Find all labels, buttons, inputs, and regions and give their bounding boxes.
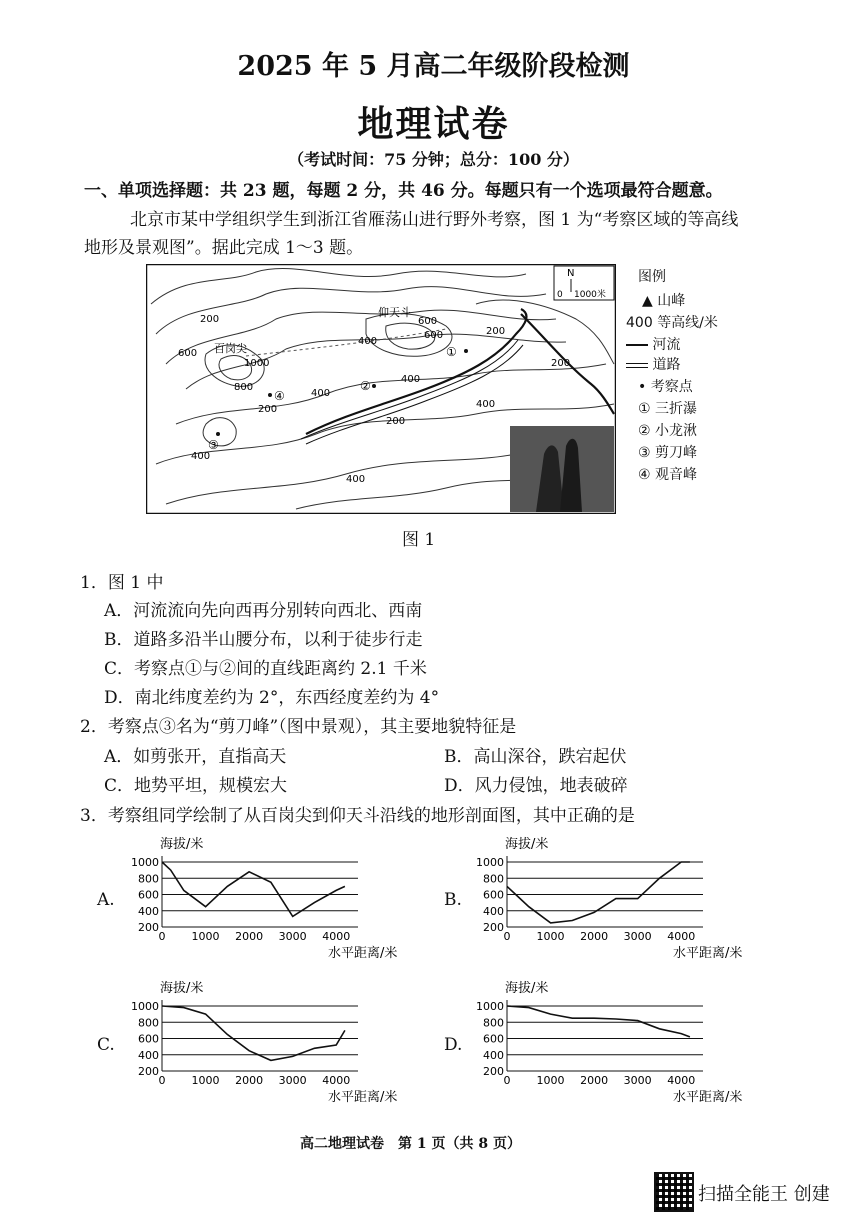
q2-stem: 2．考察点③名为“剪刀峰”（图中景观），其主要地貌特征是 — [80, 717, 517, 737]
q3-stem: 3．考察组同学绘制了从百岗尖到仰天斗沿线的地形剖面图，其中正确的是 — [80, 806, 635, 826]
x-tick-label: 3000 — [623, 1074, 652, 1087]
figure-caption: 图 1 — [402, 530, 436, 550]
marker-3: ③ — [208, 438, 219, 452]
x-axis-label: 水平距离/米 — [328, 946, 398, 961]
legend-point-label: 考察点 — [650, 379, 693, 395]
x-axis-label: 水平距离/米 — [673, 1090, 743, 1105]
profile-line — [507, 862, 690, 923]
y-axis-label: 海拔/米 — [505, 837, 549, 852]
y-tick-label: 800 — [138, 1016, 159, 1030]
legend-river — [626, 334, 680, 354]
contour-label: 200 — [200, 314, 220, 325]
legend-contour-label: 等高线/米 — [657, 315, 718, 331]
y-tick-label: 800 — [483, 1016, 504, 1030]
section-heading: 一、单项选择题：共 23 题，每题 2 分，共 46 分。每题只有一个选项最符合题意。 — [84, 181, 723, 201]
legend-p4: ④ 观音峰 — [638, 467, 698, 483]
y-tick-label: 400 — [483, 904, 504, 918]
y-tick-label: 1000 — [131, 1000, 159, 1013]
contour-map — [146, 264, 616, 514]
contour-label: 200 — [551, 358, 571, 369]
q1-option-d: D．南北纬度差约为 2°，东西经度差约为 4° — [104, 688, 440, 708]
marker-2: ② — [360, 379, 371, 393]
qr-code-icon — [654, 1172, 694, 1212]
x-axis-label: 水平距离/米 — [328, 1090, 398, 1105]
contour-label: 200 — [386, 416, 406, 427]
profile-chart-b — [465, 832, 765, 967]
profile-line — [507, 1006, 690, 1037]
exam-info: （考试时间：75 分钟；总分：100 分） — [288, 150, 579, 169]
y-tick-label: 400 — [138, 1048, 159, 1062]
legend-p2: ② 小龙湫 — [638, 423, 698, 439]
scale-zero: 0 — [557, 290, 563, 300]
contour-label: 400 — [401, 374, 421, 385]
y-tick-label: 800 — [138, 872, 159, 886]
q2-option-b: B．高山深谷，跌宕起伏 — [444, 747, 627, 767]
contour-label: 600 — [178, 348, 198, 359]
profile-line — [162, 862, 345, 916]
marker-4: ④ — [274, 389, 285, 403]
contour-label: 600 — [424, 330, 444, 341]
x-tick-label: 1000 — [536, 930, 565, 943]
x-tick-label: 3000 — [278, 930, 307, 943]
x-axis-label: 水平距离/米 — [673, 946, 743, 961]
x-tick-label: 0 — [158, 1074, 166, 1087]
q1-stem: 1．图 1 中 — [80, 573, 164, 593]
y-tick-label: 600 — [138, 888, 159, 902]
y-axis-label: 海拔/米 — [505, 981, 549, 996]
contour-label: 400 — [476, 399, 496, 410]
contour-label: 800 — [234, 382, 254, 393]
profile-chart-a — [120, 832, 420, 967]
exam-title: 2025 年 5 月高二年级阶段检测 — [237, 51, 630, 82]
x-tick-label: 4000 — [667, 1074, 696, 1087]
intro-line-1: 北京市某中学组织学生到浙江省雁荡山进行野外考察，图 1 为“考察区域的等高线 — [130, 210, 739, 230]
q3-option-c: C. — [97, 1035, 115, 1055]
x-tick-label: 2000 — [235, 930, 264, 943]
q1-option-a: A．河流流向先向西再分别转向西北、西南 — [104, 601, 423, 621]
page-info: 高二地理试卷 第 1 页（共 8 页） — [300, 1136, 521, 1152]
legend-peak-label: 山峰 — [657, 293, 686, 309]
x-tick-label: 4000 — [667, 930, 696, 943]
y-tick-label: 600 — [483, 1032, 504, 1046]
contour-label: 400 — [346, 474, 366, 485]
legend-title: 图例 — [638, 269, 666, 285]
legend-contour-prefix: 400 — [626, 315, 653, 331]
legend-p3: ③ 剪刀峰 — [638, 445, 698, 461]
x-tick-label: 1000 — [536, 1074, 565, 1087]
x-tick-label: 4000 — [322, 930, 351, 943]
legend-p1: ① 三折瀑 — [638, 401, 698, 417]
x-tick-label: 3000 — [278, 1074, 307, 1087]
q1-option-b: B．道路多沿半山腰分布，以利于徒步行走 — [104, 630, 423, 650]
y-tick-label: 1000 — [476, 856, 504, 869]
y-tick-label: 200 — [138, 1065, 159, 1078]
x-tick-label: 3000 — [623, 930, 652, 943]
q2-option-a: A．如剪张开，直指高天 — [104, 747, 287, 767]
profile-line — [162, 1006, 345, 1060]
x-tick-label: 1000 — [191, 930, 220, 943]
y-tick-label: 1000 — [476, 1000, 504, 1013]
x-tick-label: 0 — [503, 1074, 511, 1087]
q3-option-b: B. — [444, 890, 462, 910]
y-tick-label: 400 — [483, 1048, 504, 1062]
scale-north: N — [567, 268, 575, 279]
contour-label: 400 — [191, 451, 211, 462]
contour-label: 1000 — [244, 358, 270, 369]
legend-river-label: 河流 — [652, 337, 681, 353]
q2-option-c: C．地势平坦，规模宏大 — [104, 776, 288, 796]
x-tick-label: 2000 — [580, 930, 609, 943]
contour-label: 400 — [358, 336, 378, 347]
profile-chart-c — [120, 976, 420, 1111]
y-tick-label: 200 — [138, 921, 159, 934]
scanner-watermark: 扫描全能王 创建 — [698, 1184, 830, 1205]
x-tick-label: 0 — [158, 930, 166, 943]
x-tick-label: 2000 — [235, 1074, 264, 1087]
contour-label: 200 — [486, 326, 506, 337]
q2-option-d: D．风力侵蚀，地表破碎 — [444, 776, 628, 796]
river-icon — [626, 344, 648, 346]
x-tick-label: 1000 — [191, 1074, 220, 1087]
y-tick-label: 1000 — [131, 856, 159, 869]
y-tick-label: 200 — [483, 921, 504, 934]
place-baigangjian: 百岗尖 — [214, 342, 247, 355]
subject-title: 地理试卷 — [357, 103, 510, 145]
y-tick-label: 200 — [483, 1065, 504, 1078]
legend-road — [626, 354, 680, 374]
y-tick-label: 800 — [483, 872, 504, 886]
y-tick-label: 600 — [483, 888, 504, 902]
legend-contour — [626, 312, 718, 332]
y-axis-label: 海拔/米 — [160, 981, 204, 996]
q3-option-d: D. — [444, 1035, 463, 1055]
x-tick-label: 2000 — [580, 1074, 609, 1087]
legend-point — [638, 376, 693, 396]
intro-line-2: 地形及景观图”。据此完成 1～3 题。 — [84, 238, 364, 258]
point-icon: • — [638, 379, 647, 395]
x-tick-label: 0 — [503, 930, 511, 943]
contour-label: 600 — [418, 316, 438, 327]
scale-text: 1000米 — [574, 290, 606, 300]
y-axis-label: 海拔/米 — [160, 837, 204, 852]
x-tick-label: 4000 — [322, 1074, 351, 1087]
y-tick-label: 600 — [138, 1032, 159, 1046]
road-icon — [626, 363, 648, 368]
q3-option-a: A. — [97, 890, 115, 910]
marker-1: ① — [446, 345, 457, 359]
legend-peak — [642, 290, 685, 310]
contour-label: 200 — [258, 404, 278, 415]
place-yangtiandou: 仰天斗 — [378, 306, 411, 319]
legend-road-label: 道路 — [652, 357, 681, 373]
profile-chart-d — [465, 976, 765, 1111]
peak-icon: ▲ — [642, 293, 653, 309]
q1-option-c: C．考察点①与②间的直线距离约 2.1 千米 — [104, 659, 427, 679]
contour-label: 400 — [311, 388, 331, 399]
y-tick-label: 400 — [138, 904, 159, 918]
